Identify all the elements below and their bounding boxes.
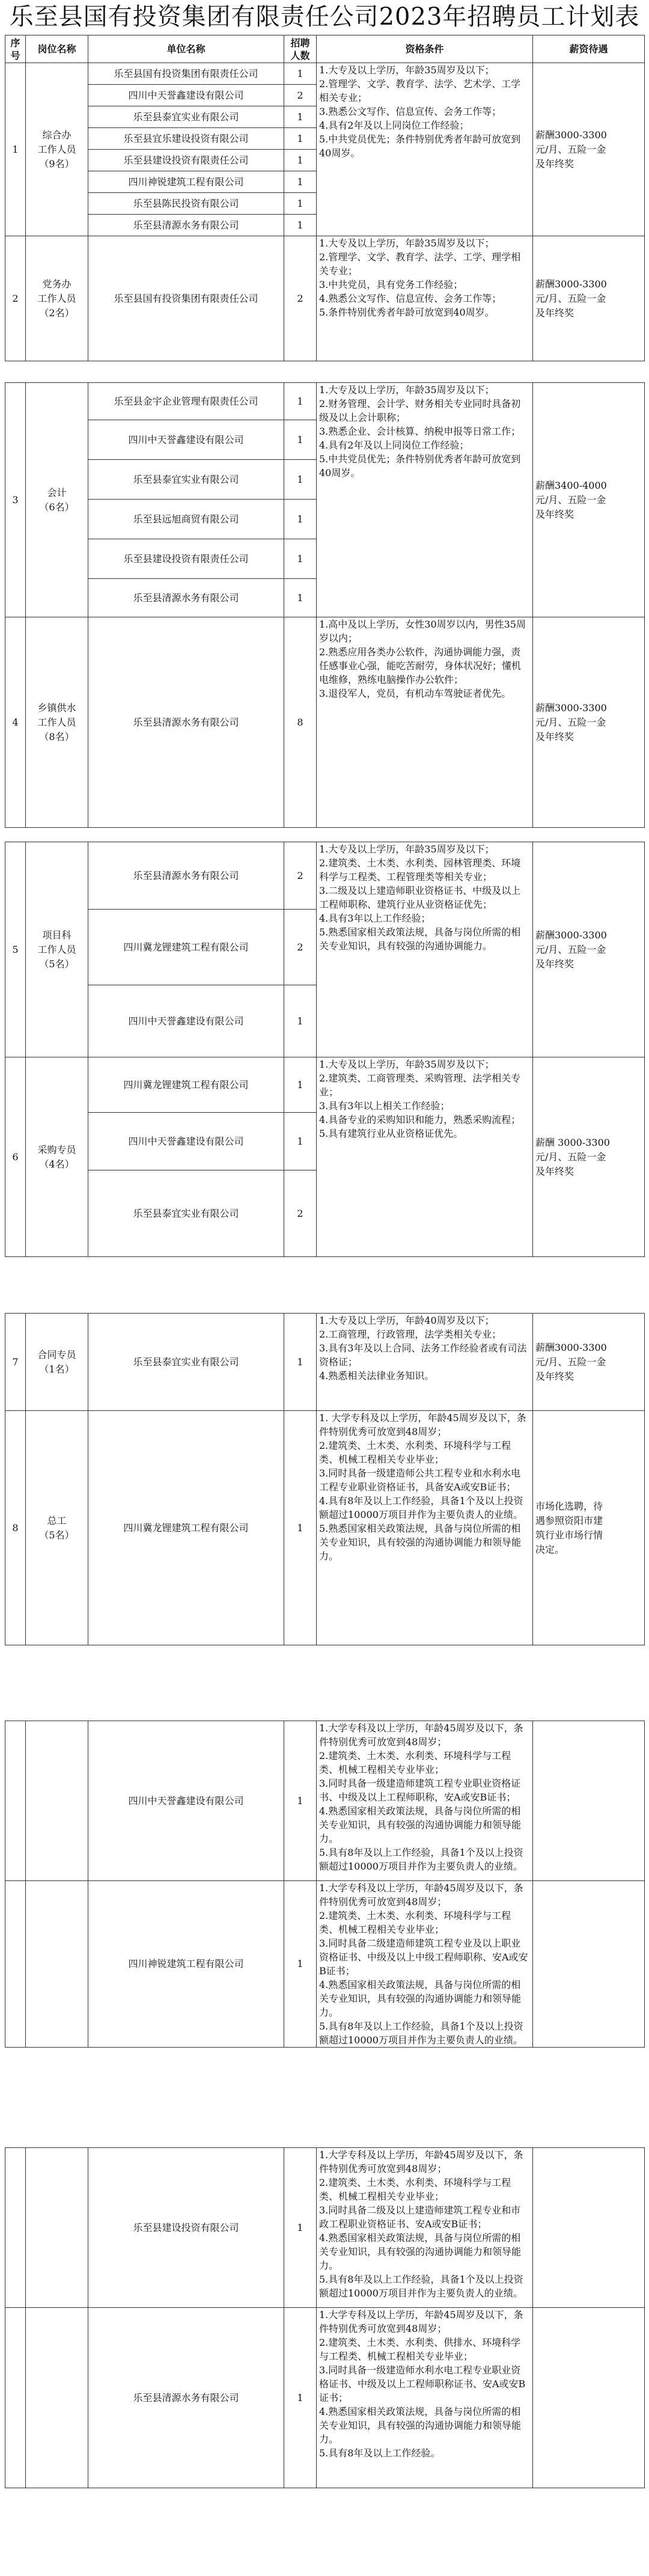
recruitment-table-page-5 [5, 1721, 645, 2048]
condition-line: 1.大专及以上学历，年龄35周岁及以下； [319, 384, 495, 396]
position-line: 总工 [47, 1514, 67, 1526]
conditions-cell [317, 2308, 533, 2488]
seq-cell: 3 [5, 383, 26, 617]
condition-line: 1.大专及以上学历，年龄35周岁及以下； [319, 1059, 495, 1070]
position-line: （8名） [39, 730, 75, 742]
table-row [5, 1314, 645, 1411]
unit-cell: 四川冀龙锂建筑工程有限公司 [88, 910, 284, 985]
salary-line: 元/月、五险一金 [535, 716, 606, 728]
count-cell: 1 [284, 539, 317, 579]
unit-cell: 乐至县宜乐建设投资有限公司 [88, 128, 284, 150]
condition-line: 3.熟悉企业、会计核算、纳税申报等日常工作； [319, 426, 521, 437]
table-row [5, 842, 645, 910]
conditions-cell [317, 236, 533, 361]
condition-line: 3.中共党员，具有党务工作经验； [319, 279, 463, 290]
unit-cell: 乐至县远旭商贸有限公司 [88, 500, 284, 539]
conditions-cell [317, 1721, 533, 1881]
seq-cell [5, 2148, 26, 2308]
seq-cell: 8 [5, 1411, 26, 1645]
count-cell: 1 [284, 106, 317, 128]
conditions-cell [317, 842, 533, 1057]
condition-line: 5.具有建筑行业从业资格证优先。 [319, 1128, 463, 1139]
salary-cell [533, 1411, 645, 1645]
table-row [5, 236, 645, 361]
count-cell: 1 [284, 500, 317, 539]
count-cell: 1 [284, 63, 317, 85]
condition-line: 3.熟悉公文写作、信息宣传、会务工作等； [319, 106, 502, 117]
position-line: 采购专员 [37, 1143, 76, 1155]
salary-line: 元/月、五险一金 [535, 943, 606, 955]
count-cell: 1 [284, 128, 317, 150]
salary-line: 及年终奖 [535, 730, 574, 742]
unit-cell: 四川神锐建筑工程有限公司 [88, 171, 284, 193]
condition-line: 4.具有8年及以上工作经验，具备1个及以上投资额超过10000万项目并作为主要负责人的业绩。 [319, 1495, 523, 1520]
salary-cell [533, 63, 645, 236]
count-cell: 1 [284, 460, 317, 500]
unit-cell: 四川中天誉鑫建设有限公司 [88, 1113, 284, 1170]
condition-line: 3.二级及以上建造师职业资格证书、中级及以上工程师职称、建筑行业从业资格证优先； [319, 885, 521, 910]
table-header-row [5, 35, 645, 63]
salary-line: 决定。 [535, 1543, 565, 1555]
unit-cell: 四川神锐建筑工程有限公司 [88, 1881, 284, 2048]
position-line: 党务办 [42, 278, 72, 290]
salary-cell [533, 1057, 645, 1257]
unit-cell: 四川中天誉鑫建设有限公司 [88, 1721, 284, 1881]
condition-line: 4.具有2年及以上同岗位工作经验； [319, 439, 469, 451]
count-cell: 1 [284, 1057, 317, 1113]
condition-line: 5.具有8年及以上工作经验。 [319, 2447, 440, 2459]
unit-cell: 乐至县建设投资有限责任公司 [88, 539, 284, 579]
table-row [5, 1721, 645, 1881]
unit-cell: 乐至县清源水务有限公司 [88, 842, 284, 910]
condition-line: 3.同时具备二级建造师建筑工程专业及以上职业资格证书、中级及以上中级工程师职称、安A或安B证书； [319, 1938, 528, 1977]
seq-cell [5, 1721, 26, 1881]
condition-line: 2.建筑类、土木类、水利类、环境科学与工程类、机械工程相关专业毕业； [319, 2177, 511, 2202]
count-cell: 1 [284, 1113, 317, 1170]
conditions-cell [317, 383, 533, 617]
condition-line: 1.大学专科及以上学历，年龄45周岁及以下，条件特别优秀可放宽到48周岁； [319, 1882, 523, 1908]
position-cell [26, 617, 88, 828]
count-cell: 1 [284, 2148, 317, 2308]
count-cell: 1 [284, 1721, 317, 1881]
condition-line: 5.具有8年及以上工作经验，具备1个及以上投资额超过10000万项目并作为主要负责人的业绩。 [319, 2021, 523, 2046]
condition-line: 3.退役军人，党员，有机动车驾驶证者优先。 [319, 688, 511, 699]
salary-line: 薪酬3000-3300 [535, 1341, 607, 1353]
salary-line: 元/月、五险一金 [535, 1151, 606, 1163]
unit-cell: 乐至县陈民投资有限公司 [88, 193, 284, 215]
condition-line: 5.熟悉国家相关政策法规，具备与岗位所需的相关专业知识，具有较强的沟通协调能力。 [319, 926, 521, 952]
conditions-cell [317, 1881, 533, 2048]
salary-cell [533, 236, 645, 361]
condition-line: 2.熟悉应用各类办公软件，沟通协调能力强，责任感事业心强，能吃苦耐劳，身体状况好；懂机电维修，熟练电脑操作办公软件； [319, 646, 522, 685]
condition-line: 1.大学专科及以上学历，年龄45周岁及以下，条件特别优秀可放宽到48周岁； [319, 2309, 523, 2334]
salary-line: 及年终奖 [535, 958, 574, 970]
count-cell: 2 [284, 236, 317, 361]
unit-cell: 乐至县泰宜实业有限公司 [88, 460, 284, 500]
position-cell [26, 383, 88, 617]
position-cell [26, 1411, 88, 1645]
header-conditions: 资格条件 [317, 35, 533, 63]
salary-cell [533, 2148, 645, 2308]
conditions-cell [317, 2148, 533, 2308]
seq-cell [5, 2308, 26, 2488]
unit-cell: 四川中天誉鑫建设有限公司 [88, 985, 284, 1057]
position-cell [26, 1314, 88, 1411]
salary-line: 元/月、五险一金 [535, 143, 606, 155]
unit-cell: 四川中天誉鑫建设有限公司 [88, 420, 284, 460]
salary-line: 及年终奖 [535, 508, 574, 520]
condition-line: 1.高中及以上学历，女性30周岁以内，男性35周岁以内； [319, 619, 526, 644]
salary-cell [533, 1881, 645, 2048]
condition-line: 4.熟悉国家相关政策法规，具备与岗位所需的相关专业知识，具有较强的沟通协调能力和领导能力。 [319, 1979, 522, 2018]
unit-cell: 乐至县国有投资集团有限责任公司 [88, 63, 284, 85]
condition-line: 4.熟悉国家相关政策法规，具备与岗位所需的相关专业知识，具有较强的沟通协调能力和领导能力。 [319, 2406, 522, 2445]
seq-cell: 6 [5, 1057, 26, 1257]
conditions-cell [317, 1314, 533, 1411]
header-salary: 薪资待遇 [533, 35, 645, 63]
header-position: 岗位名称 [26, 35, 88, 63]
count-cell: 1 [284, 985, 317, 1057]
conditions-cell [317, 63, 533, 236]
position-line: （1名） [39, 1363, 75, 1375]
count-cell: 8 [284, 617, 317, 828]
seq-cell [5, 1881, 26, 2048]
condition-line: 3.同时具备二级及以上建造师建筑工程专业和市政工程职业资格证书、安A或安B证书； [319, 2204, 521, 2230]
condition-line: 5.熟悉国家相关政策法规，具备与岗位所需的相关专业知识，具有较强的沟通协调能力和领导能力。 [319, 1523, 522, 1562]
condition-line: 4.具备专业的采购知识和能力，熟悉采购流程； [319, 1114, 521, 1125]
seq-cell: 7 [5, 1314, 26, 1411]
unit-cell: 乐至县清源水务有限公司 [88, 2308, 284, 2488]
seq-cell: 5 [5, 842, 26, 1057]
count-cell: 1 [284, 1314, 317, 1411]
table-row [5, 383, 645, 420]
salary-line: 元/月、五险一金 [535, 1356, 606, 1368]
condition-line: 5.具有8年及以上工作经验，具备1个及以上投资额超过10000万项目并作为主要负责人的业绩。 [319, 1847, 523, 1872]
unit-cell: 乐至县泰宜实业有限公司 [88, 1314, 284, 1411]
condition-line: 2.建筑类、工商管理类、采购管理、法学相关专业； [319, 1072, 521, 1098]
table-row [5, 2148, 645, 2308]
position-line: （5名） [39, 1529, 75, 1541]
condition-line: 1.大专及以上学历，年龄35周岁及以下； [319, 64, 495, 76]
condition-line: 4.具有2年及以上同岗位工作经验； [319, 120, 469, 131]
table-row [5, 1411, 645, 1645]
condition-line: 5.具有8年及以上工作经验，具备1个及以上投资额超过10000万项目并作为主要负责人的业绩。 [319, 2274, 523, 2299]
condition-line: 1.大专及以上学历，年龄40周岁及以下； [319, 1315, 495, 1326]
condition-line: 3.具有3年以上相关工作经验； [319, 1100, 450, 1112]
position-line: 乡镇供水 [37, 702, 76, 714]
position-line: （9名） [39, 158, 75, 170]
table-row [5, 63, 645, 85]
position-cell [26, 1721, 88, 1881]
condition-line: 4.熟悉国家相关政策法规，具备与岗位所需的相关专业知识，具有较强的沟通协调能力和领导能力。 [319, 2232, 522, 2271]
condition-line: 2.建筑类、土木类、水利类、环境科学与工程类、机械工程相关专业毕业； [319, 1750, 511, 1775]
conditions-cell [317, 1057, 533, 1257]
position-line: 合同专员 [37, 1348, 76, 1360]
condition-line: 5.条件特别优秀者年龄可放宽到40周岁。 [319, 307, 495, 318]
position-line: 工作人员 [37, 716, 76, 728]
unit-cell: 四川冀龙锂建筑工程有限公司 [88, 1057, 284, 1113]
condition-line: 1. 大学专科及以上学历，年龄45周岁及以下，条件特别优秀可放宽到48周岁； [319, 1412, 526, 1437]
condition-line: 2.建筑类、土木类、水利类、环境科学与工程类、机械工程相关专业毕业； [319, 1440, 511, 1465]
header-seq: 序号 [5, 35, 26, 63]
position-line: （4名） [39, 1158, 75, 1170]
condition-line: 2.建筑类、土木类、水利类、供排水、环境科学与工程类、机械工程相关专业毕业； [319, 2337, 521, 2362]
count-cell: 2 [284, 1170, 317, 1257]
count-cell: 1 [284, 171, 317, 193]
count-cell: 1 [284, 1411, 317, 1645]
count-cell: 1 [284, 193, 317, 215]
salary-line: 筑行业市场行情 [535, 1529, 603, 1541]
condition-line: 1.大学专科及以上学历，年龄45周岁及以下，条件特别优秀可放宽到48周岁； [319, 1722, 523, 1748]
unit-cell: 四川中天誉鑫建设有限公司 [88, 85, 284, 106]
count-cell: 1 [284, 383, 317, 420]
seq-cell: 4 [5, 617, 26, 828]
salary-line: 遇参照资阳市建 [535, 1514, 603, 1526]
recruitment-table-page-4 [5, 1313, 645, 1645]
position-cell [26, 236, 88, 361]
position-line: 工作人员 [37, 943, 76, 955]
condition-line: 3.同时具备一级建造师水利水电工程专业职业资格证书、中级及以上工程师职称证书、安A或安B证书； [319, 2364, 526, 2403]
unit-cell: 乐至县金宇企业管理有限责任公司 [88, 383, 284, 420]
count-cell: 2 [284, 910, 317, 985]
recruitment-table-page-6 [5, 2147, 645, 2488]
position-cell [26, 1881, 88, 2048]
condition-line: 4.熟悉相关法律业务知识。 [319, 1370, 434, 1381]
position-cell [26, 842, 88, 1057]
condition-line: 1.大专及以上学历，年龄35周岁及以下； [319, 843, 495, 855]
salary-line: 及年终奖 [535, 158, 574, 170]
unit-cell: 乐至县清源水务有限公司 [88, 579, 284, 617]
count-cell: 1 [284, 215, 317, 236]
conditions-cell [317, 1411, 533, 1645]
table-row [5, 1057, 645, 1113]
salary-line: 及年终奖 [535, 307, 574, 319]
position-line: 会计 [47, 486, 67, 498]
recruitment-table-page-1 [5, 35, 645, 361]
page-title: 乐至县国有投资集团有限责任公司2023年招聘员工计划表 [9, 3, 640, 31]
unit-cell: 乐至县泰宜实业有限公司 [88, 106, 284, 128]
table-row [5, 1881, 645, 2048]
condition-line: 2.建筑类、土木类、水利类、园林管理类、环境科学与工程类、工程管理类等相关专业； [319, 857, 521, 883]
condition-line: 1.大学专科及以上学历，年龄45周岁及以下，条件特别优秀可放宽到48周岁； [319, 2149, 523, 2174]
recruitment-table-page-2 [5, 382, 645, 828]
salary-line: 及年终奖 [535, 1165, 574, 1177]
condition-line: 2.工商管理，行政管理，法学类相关专业； [319, 1329, 502, 1340]
salary-line: 薪酬3400-4000 [535, 479, 607, 491]
condition-line: 2.建筑类、土木类、水利类、环境科学与工程类、机械工程相关专业毕业； [319, 1910, 511, 1935]
salary-line: 及年终奖 [535, 1370, 574, 1382]
position-line: 工作人员 [37, 143, 76, 155]
count-cell: 1 [284, 150, 317, 171]
salary-line: 薪酬3000-3300 [535, 929, 607, 941]
position-line: （2名） [39, 307, 75, 319]
position-line: 综合办 [42, 129, 72, 141]
position-line: （6名） [39, 501, 75, 513]
table-row [5, 617, 645, 828]
salary-cell [533, 842, 645, 1057]
condition-line: 1.大专及以上学历，年龄35周岁及以下； [319, 237, 495, 249]
position-line: 项目科 [42, 929, 72, 941]
seq-cell: 1 [5, 63, 26, 236]
salary-cell [533, 2308, 645, 2488]
position-cell [26, 2308, 88, 2488]
position-line: 工作人员 [37, 292, 76, 304]
count-cell: 1 [284, 579, 317, 617]
conditions-cell [317, 617, 533, 828]
recruitment-table-page-3 [5, 842, 645, 1257]
condition-line: 4.熟悉国家相关政策法规，具备与岗位所需的相关专业知识，具有较强的沟通协调能力和领导能力。 [319, 1805, 522, 1844]
salary-line: 市场化选聘，待 [535, 1500, 603, 1512]
position-cell [26, 2148, 88, 2308]
condition-line: 5.中共党员优先；条件特别优秀者年龄可放宽到40周岁。 [319, 453, 521, 479]
count-cell: 1 [284, 1881, 317, 2048]
condition-line: 3.同时具备一级建造师建筑工程专业职业资格证书、中级及以上工程师职称，安A或安B证书； [319, 1778, 521, 1803]
count-cell: 1 [284, 420, 317, 460]
position-cell [26, 1057, 88, 1257]
condition-line: 2.管理学、文学、教育学、法学、工学、理学相关专业； [319, 251, 521, 277]
condition-line: 4.熟悉公文写作、信息宣传、会务工作等； [319, 293, 502, 304]
count-cell: 2 [284, 85, 317, 106]
position-line: （5名） [39, 958, 75, 970]
salary-cell [533, 383, 645, 617]
salary-cell [533, 1721, 645, 1881]
header-unit: 单位名称 [88, 35, 284, 63]
position-cell [26, 63, 88, 236]
salary-line: 薪酬3000-3300 [535, 702, 607, 714]
salary-line: 薪酬3000-3300 [535, 129, 607, 141]
condition-line: 2.管理学、文学、教育学、法学、艺术学、工学相关专业； [319, 78, 521, 103]
salary-cell [533, 1314, 645, 1411]
unit-cell: 乐至县国有投资集团有限责任公司 [88, 236, 284, 361]
seq-cell: 2 [5, 236, 26, 361]
unit-cell: 乐至县泰宜实业有限公司 [88, 1170, 284, 1257]
condition-line: 3.具有3年及以上合同、法务工作经验者或有司法资格证； [319, 1342, 527, 1368]
salary-line: 薪酬 3000-3300 [535, 1136, 610, 1148]
salary-line: 元/月、五险一金 [535, 494, 606, 506]
unit-cell: 乐至县清源水务有限公司 [88, 617, 284, 828]
table-row [5, 2308, 645, 2488]
salary-cell [533, 617, 645, 828]
condition-line: 3.同时具备一级建造师公共工程专业和水利水电工程专业职业资格证书，具备安A或安B证书； [319, 1467, 521, 1493]
unit-cell: 乐至县清源水务有限公司 [88, 215, 284, 236]
condition-line: 2.财务管理、会计学、财务相关专业同时具备初级及以上会计职称； [319, 398, 521, 423]
salary-line: 元/月、五险一金 [535, 292, 606, 304]
count-cell: 2 [284, 842, 317, 910]
salary-line: 薪酬3000-3300 [535, 278, 607, 290]
condition-line: 5.中共党员优先；条件特别优秀者年龄可放宽到40周岁。 [319, 133, 521, 159]
unit-cell: 四川冀龙锂建筑工程有限公司 [88, 1411, 284, 1645]
count-cell: 1 [284, 2308, 317, 2488]
header-count: 招聘人数 [284, 35, 317, 63]
condition-line: 4.具有3年以上工作经验； [319, 913, 431, 924]
unit-cell: 乐至县建设投资有限公司 [88, 2148, 284, 2308]
unit-cell: 乐至县建设投资有限责任公司 [88, 150, 284, 171]
